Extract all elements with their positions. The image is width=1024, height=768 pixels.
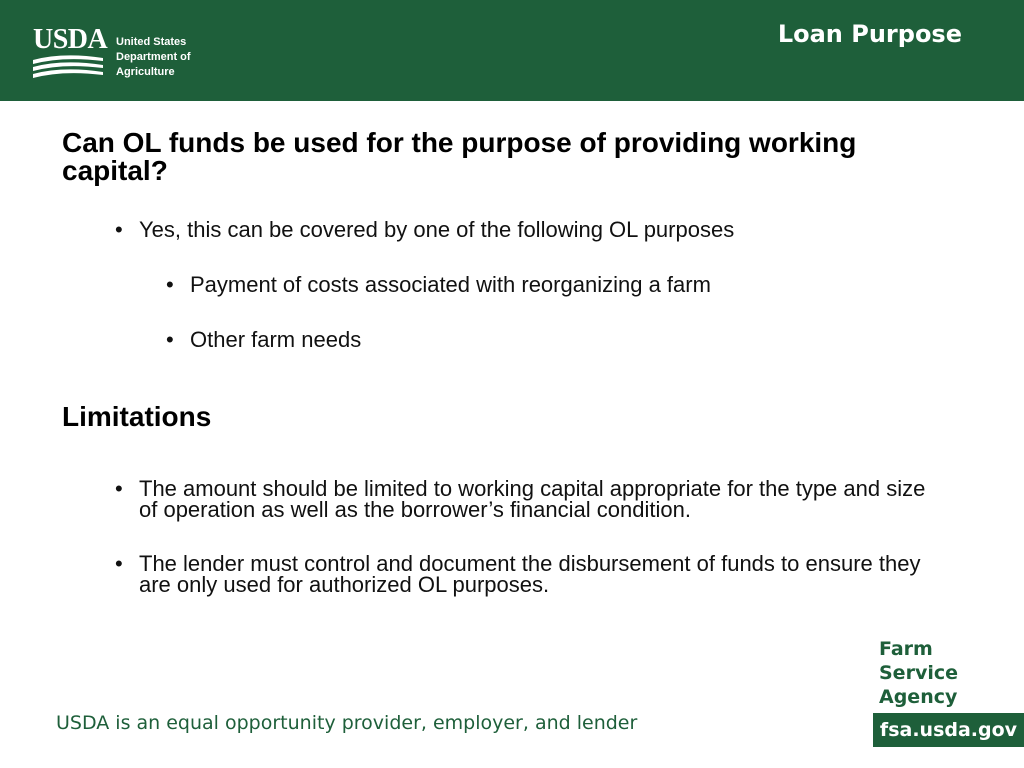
fsa-url-badge: fsa.usda.gov: [873, 713, 1024, 747]
header-bar: [0, 0, 1024, 101]
logo-department-text: [116, 35, 191, 80]
usda-logo-icon: [33, 26, 213, 80]
question-heading: Can OL funds be used for the purpose of providing working capital?: [62, 127, 857, 186]
slide-section-title: Loan Purpose: [777, 20, 962, 48]
sub-bullet-other-needs: • Other farm needs: [190, 329, 361, 350]
answer-bullet: • Yes, this can be covered by one of the following OL purposes: [139, 219, 734, 240]
sub-bullet-reorganizing: • Payment of costs associated with reorganizing a farm: [190, 274, 711, 295]
logo-wordmark: USDA: [33, 24, 108, 55]
logo-line-3: Agriculture: [116, 66, 175, 78]
logo-waves: [33, 54, 105, 80]
agency-line-1: Farm: [879, 638, 933, 660]
limitation-bullet-control: • The lender must control and document the disbursement of funds to ensure they are only used for authorized OL purposes.: [139, 553, 929, 595]
limitations-heading: Limitations: [62, 401, 212, 432]
agency-line-2: Service: [879, 662, 958, 684]
logo-line-2: Department of: [116, 51, 191, 63]
agency-line-3: Agency: [879, 686, 958, 708]
logo-line-1: United States: [116, 36, 187, 48]
limitation-bullet-amount: • The amount should be limited to working capital appropriate for the type and size of operation as well as the borrower’s financial condition.: [139, 478, 929, 520]
fsa-agency-logo: [879, 637, 958, 709]
equal-opportunity-statement: USDA is an equal opportunity provider, employer, and lender: [56, 712, 638, 734]
